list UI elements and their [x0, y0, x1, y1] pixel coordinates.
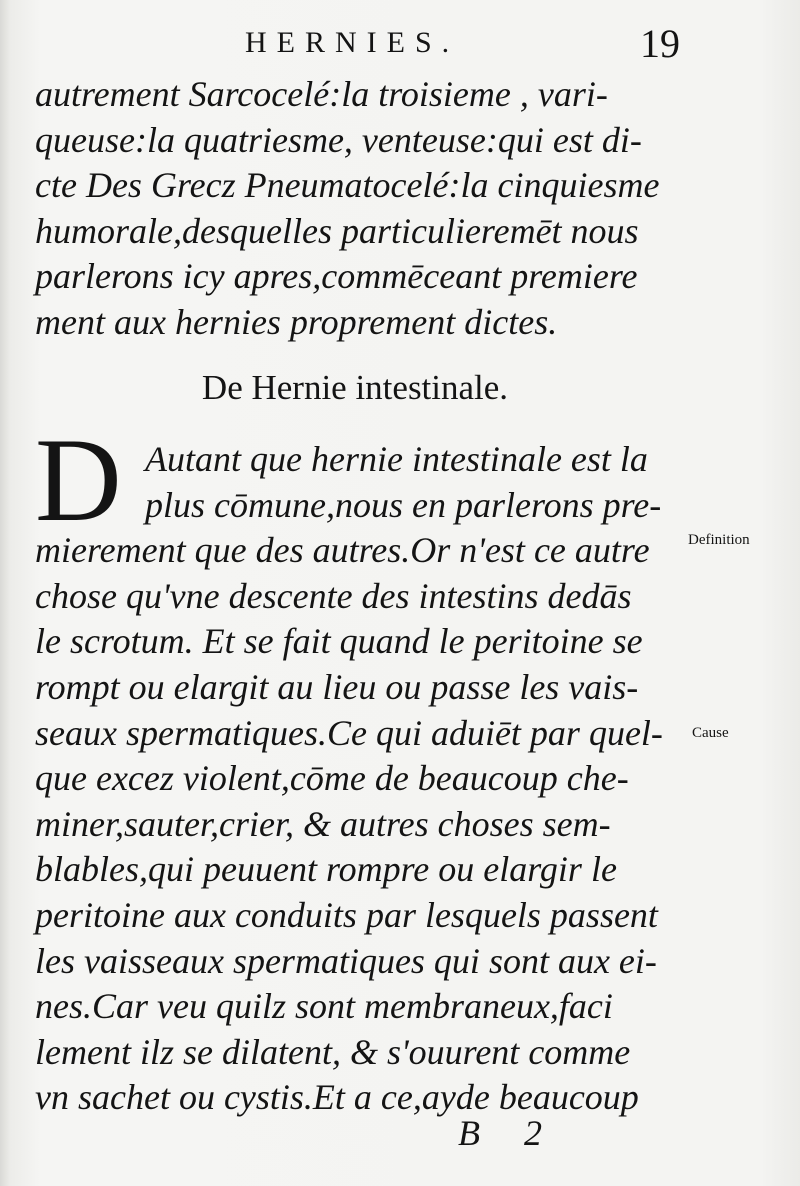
text-line: cte Des Grecz Pneumatocelé:la cinquiesme [35, 165, 660, 206]
marginal-note-cause: Cause [692, 725, 729, 741]
text-line: les vaisseaux spermatiques qui sont aux ei- [35, 940, 657, 981]
text-line: chose qu'vne descente des intestins dedās [35, 575, 632, 616]
section-1-text [35, 72, 675, 346]
text-line: nes.Car veu quilz sont membraneux,faci [35, 986, 613, 1027]
section-2-text [35, 437, 675, 1121]
text-line: seaux spermatiques.Ce qui aduiēt par quel- [35, 712, 663, 753]
signature-number: 2 [524, 1113, 542, 1153]
text-line: Autant que hernie intestinale est la [145, 439, 648, 479]
running-head-title: HERNIES. [245, 26, 460, 59]
text-line: que excez violent,cōme de beaucoup che- [35, 758, 629, 799]
text-line: humorale,desquelles particulieremēt nous [35, 210, 639, 251]
text-line: le scrotum. Et se fait quand le peritoine se [35, 621, 643, 662]
page-number: 19 [640, 21, 680, 66]
text-line: rompt ou elargit au lieu ou passe les vais- [35, 666, 639, 707]
text-line: ment aux hernies proprement dictes. [35, 301, 558, 342]
marginal-note-definition: Definition [688, 532, 750, 548]
text-line: queuse:la quatriesme, venteuse:qui est di- [35, 119, 642, 160]
text-line: vn sachet ou cystis.Et a ce,ayde beaucoup [35, 1077, 639, 1118]
text-line: mierement que des autres.Or n'est ce autre [35, 530, 650, 571]
running-head [0, 18, 800, 68]
text-line: blables,qui peuuent rompre ou elargir le [35, 849, 617, 890]
text-line: peritoine aux conduits par lesquels passent [35, 894, 658, 935]
signature-letter: B [458, 1113, 480, 1153]
text-line: autrement Sarcocelé:la troisieme , vari- [35, 74, 608, 114]
text-line: lement ilz se dilatent, & s'ouurent comme [35, 1031, 631, 1072]
drop-cap: D [35, 413, 122, 546]
section-heading: De Hernie intestinale. [201, 368, 509, 407]
text-line: parlerons icy apres,commēceant premiere [35, 256, 638, 297]
signature-mark [458, 1112, 586, 1154]
text-line: miner,sauter,crier, & autres choses sem- [35, 803, 611, 844]
text-line: plus cōmune,nous en parlerons pre- [145, 484, 662, 525]
